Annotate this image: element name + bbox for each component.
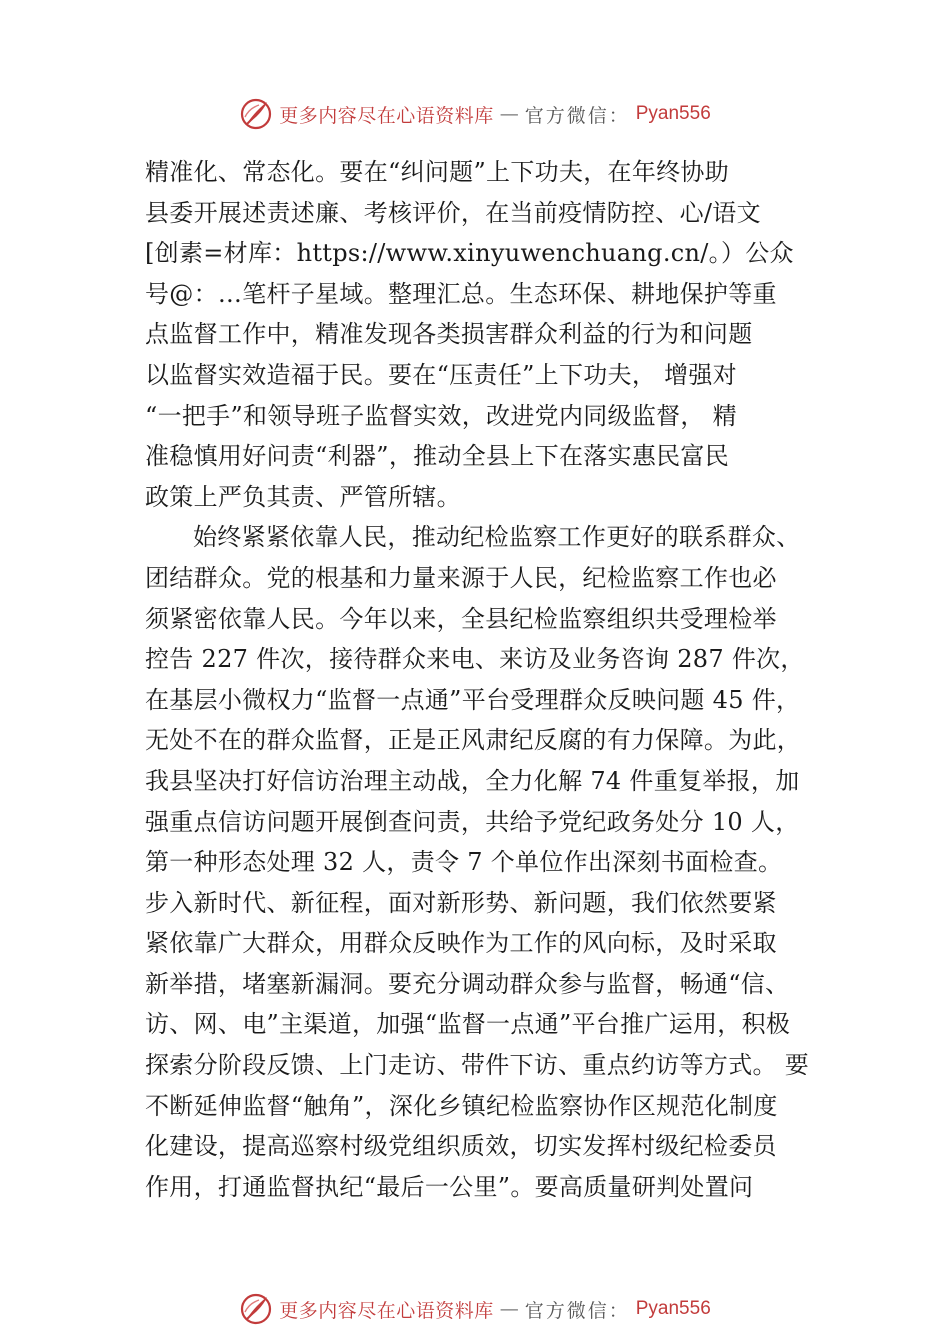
body-line: 准稳慎用好问责“利器”，推动全县上下在落实惠民富民 xyxy=(145,442,730,471)
body-line: 强重点信访问题开展倒查问责，共给予党纪政务处分 10 人， xyxy=(145,807,800,836)
banner-wechat-account: Pyan556 xyxy=(635,1298,711,1319)
banner-title: 更多内容尽在心语资料库 xyxy=(279,104,494,127)
banner-wechat-account: Pyan556 xyxy=(635,103,711,124)
body-line: 无处不在的群众监督，正是正风肃纪反腐的有力保障。为此， xyxy=(145,726,802,755)
banner-title: 更多内容尽在心语资料库 xyxy=(279,1299,494,1322)
body-line: 不断延伸监督“触角”，深化乡镇纪检监察协作区规范化制度 xyxy=(145,1091,778,1120)
body-line: 点监督工作中，精准发现各类损害群众利益的行为和问题 xyxy=(145,320,753,349)
banner-wechat-label: 官方微信： xyxy=(524,104,630,127)
body-line: 第一种形态处理 32 人，责令 7 个单位作出深刻书面检查。 xyxy=(145,848,783,877)
body-line: 我县坚决打好信访治理主动战，全力化解 74 件重复举报，加 xyxy=(145,766,800,795)
body-line: 政策上严负其责、严管所辖。 xyxy=(145,482,461,511)
banner-wechat-label: 官方微信： xyxy=(524,1299,630,1322)
body-line: 在基层小微权力“监督一点通”平台受理群众反映问题 45 件， xyxy=(145,685,801,714)
body-line: 新举措，堵塞新漏洞。要充分调动群众参与监督，畅通“信、 xyxy=(145,969,790,998)
body-line: 以监督实效造福于民。要在“压责任”上下功夫， 增强对 xyxy=(145,360,737,389)
body-line: 号@：…笔杆子星域。整理汇总。生态环保、耕地保护等重 xyxy=(145,279,777,308)
body-line: 探索分阶段反馈、上门走访、带件下访、重点约访等方式。 要 xyxy=(145,1051,810,1080)
header-banner xyxy=(0,94,950,134)
pen-feather-logo-icon xyxy=(239,1292,273,1326)
body-line: 化建设，提高巡察村级党组织质效，切实发挥村级纪检委员 xyxy=(145,1132,777,1161)
body-line: 县委开展述责述廉、考核评价，在当前疫情防控、心/语文 xyxy=(145,198,761,227)
pen-feather-logo-icon xyxy=(239,97,273,131)
banner-separator: — xyxy=(499,103,519,125)
body-line: 控告 227 件次，接待群众来电、来访及业务咨询 287 件次， xyxy=(145,645,805,674)
paragraph-start-line: 始终紧紧依靠人民，推动纪检监察工作更好的联系群众、 xyxy=(193,523,801,552)
body-line: 步入新时代、新征程，面对新形势、新问题，我们依然要紧 xyxy=(145,888,777,917)
body-line: 紧依靠广大群众，用群众反映作为工作的风向标，及时采取 xyxy=(145,929,777,958)
body-line: 作用，打通监督执纪“最后一公里”。要高质量研判处置问 xyxy=(145,1172,754,1201)
document-body xyxy=(145,152,813,1207)
footer-banner xyxy=(0,1289,950,1329)
body-line: 团结群众。党的根基和力量来源于人民，纪检监察工作也必 xyxy=(145,563,777,592)
body-line: “一把手”和领导班子监督实效，改进党内同级监督， 精 xyxy=(145,401,737,430)
body-line: 须紧密依靠人民。今年以来，全县纪检监察组织共受理检举 xyxy=(145,604,777,633)
banner-separator: — xyxy=(499,1298,519,1320)
body-line: 访、网、电”主渠道，加强“监督一点通”平台推广运用，积极 xyxy=(145,1010,791,1039)
body-line: [创素=材库：https://www.xinyuwenchuang.cn/。）公众 xyxy=(145,239,794,268)
body-line: 精准化、常态化。要在“纠问题”上下功夫，在年终协助 xyxy=(145,158,730,186)
